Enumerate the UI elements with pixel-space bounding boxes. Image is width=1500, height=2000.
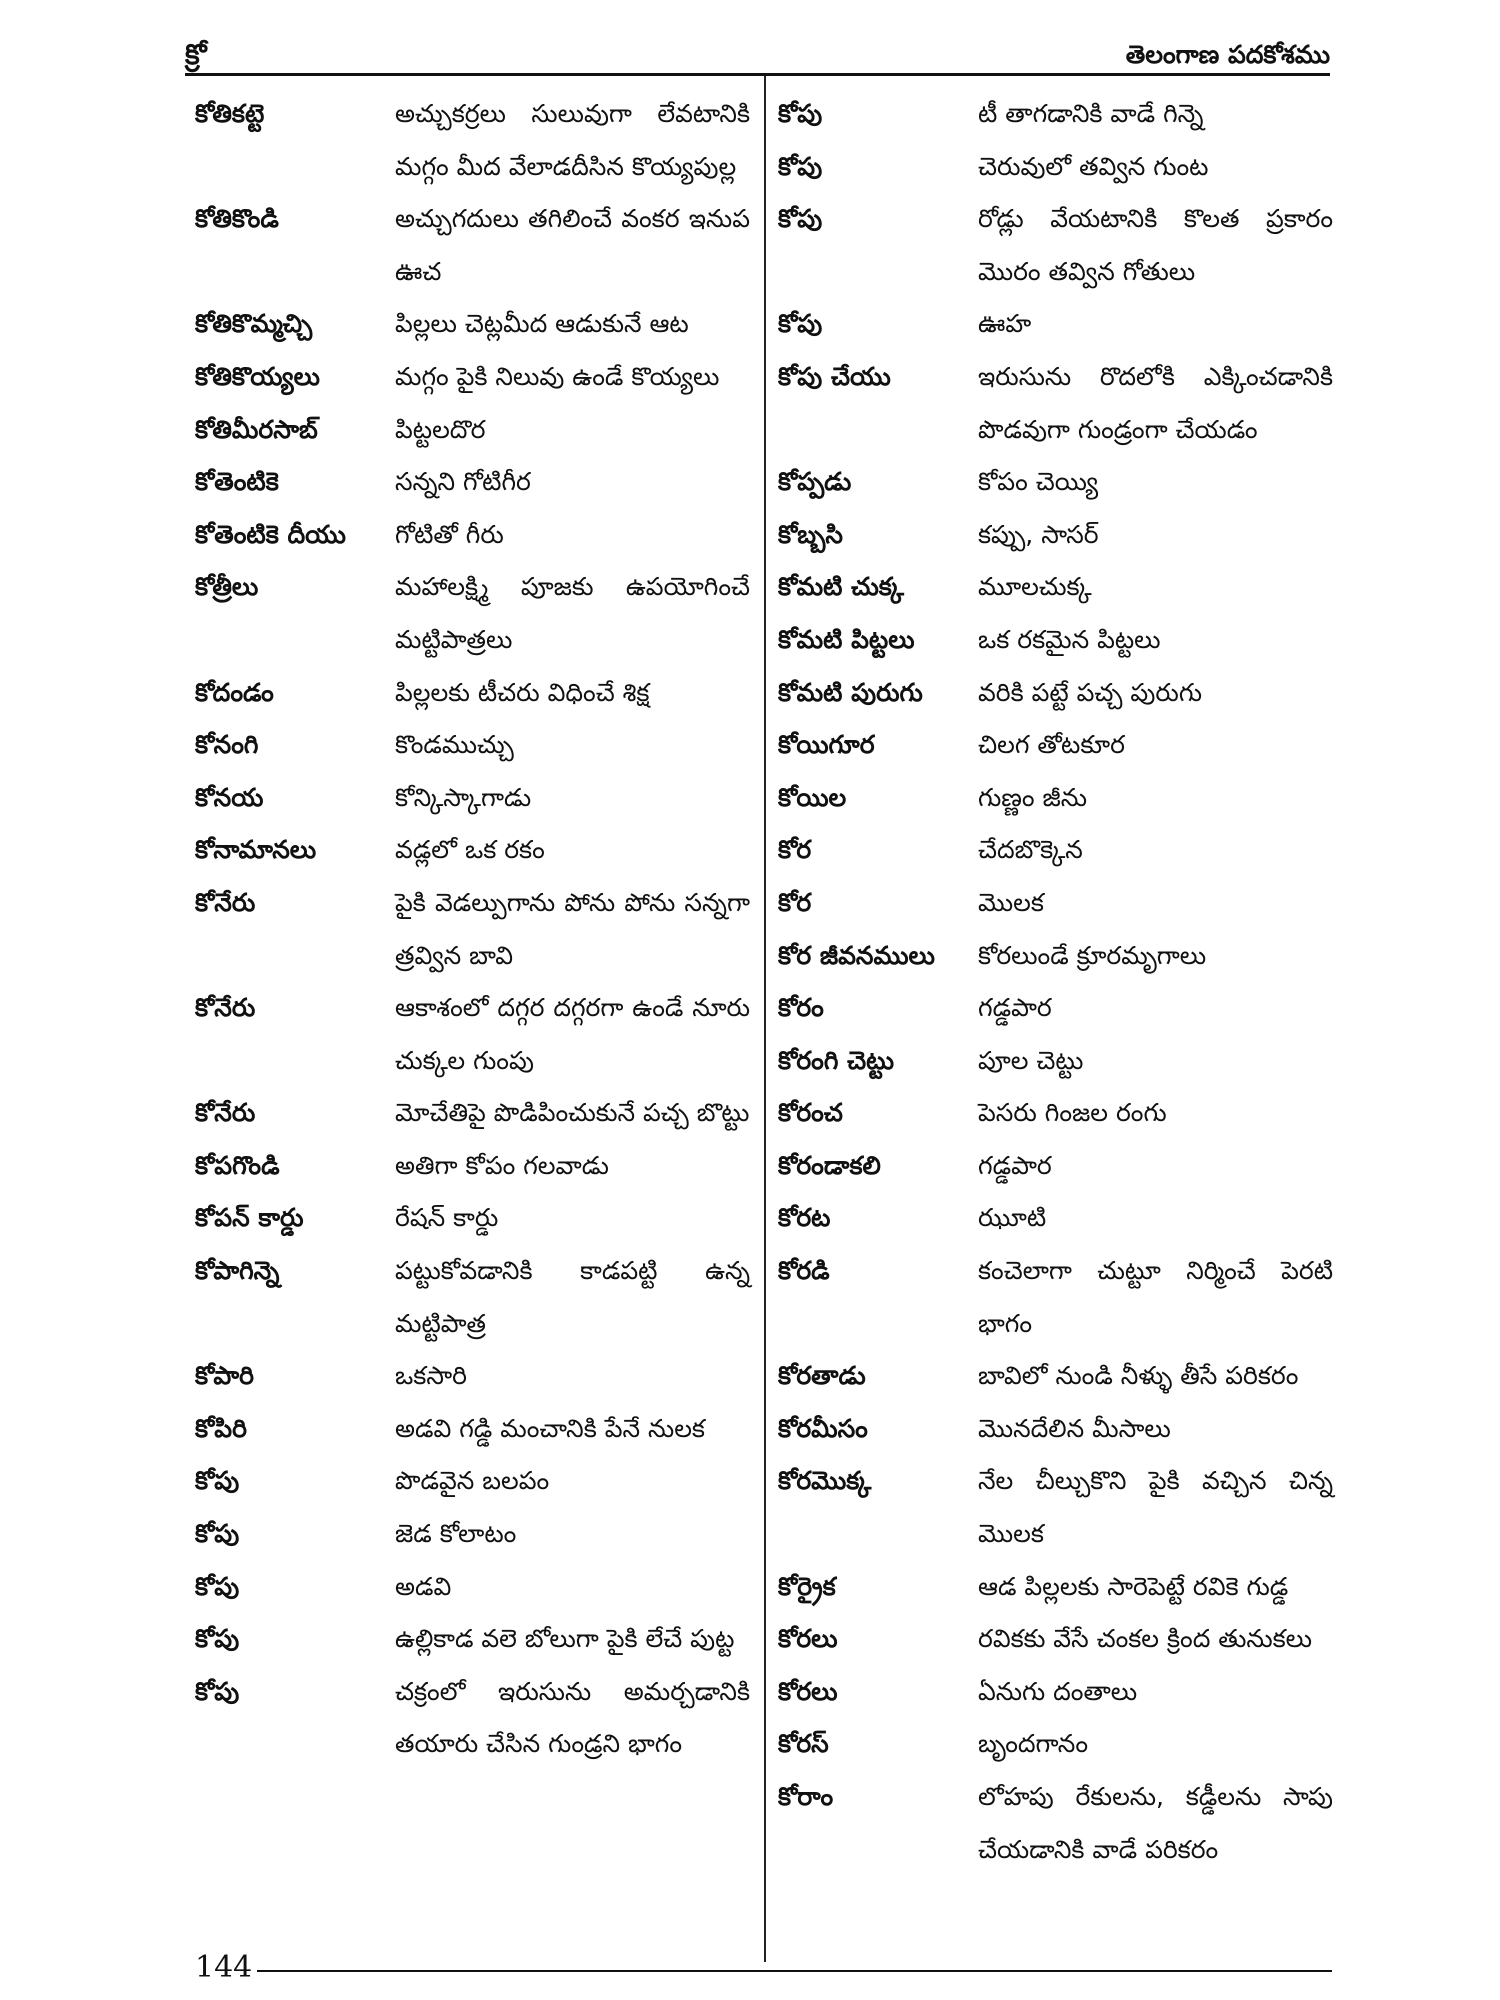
entry-term: కోయిల (778, 782, 847, 812)
entry-term: కోరమీసం (778, 1413, 868, 1443)
entry-term: కోరంచ (778, 1098, 843, 1128)
entry-definition: ఏనుగు దంతాలు (978, 1676, 1138, 1706)
entry-term: కోమటి చుక్క (778, 572, 904, 602)
dictionary-entry (195, 351, 750, 404)
entry-term: కోరండాకలి (778, 1150, 881, 1180)
entry-definition: మొలక (978, 887, 1044, 917)
entry-definition: అచ్చుగదులు తగిలించే వంకర ఇనుప ఊచ (395, 204, 750, 286)
entry-term: కోపు (778, 309, 823, 339)
entry-term: కోర (778, 835, 812, 865)
page-number: 144 (195, 1950, 253, 1985)
entry-term: కోపు (195, 1624, 240, 1654)
entry-term: కోరతాడు (778, 1361, 866, 1391)
entry-definition: పిల్లలకు టీచరు విధించే శిక్ష (395, 677, 650, 707)
guide-letter: క్రో (185, 38, 207, 71)
entry-definition: కోరలుండే క్రూరమృగాలు (978, 940, 1207, 970)
entry-definition: బృందగానం (978, 1729, 1089, 1759)
entry-definition: ఉల్లికాడ వలె బోలుగా పైకి లేచే పుట్ట (395, 1624, 735, 1654)
book-title: తెలంగాణ పదకోశము (1125, 40, 1330, 69)
entry-term: కోపగొండి (195, 1150, 280, 1180)
dictionary-entry (778, 1403, 1333, 1456)
dictionary-entry (195, 193, 750, 298)
dictionary-entry (778, 456, 1333, 509)
dictionary-entry (778, 1192, 1333, 1245)
entry-definition: జెడ కోలాటం (395, 1519, 517, 1549)
entry-term: కోతెంటికె (195, 467, 279, 497)
entry-term: కోపు (195, 1519, 240, 1549)
entry-definition: పట్టుకోవడానికి కాడపట్టి ఉన్న మట్టిపాత్ర (395, 1256, 750, 1338)
dictionary-entry (195, 1508, 750, 1561)
entry-definition: అడవి గడ్డి మంచానికి పేనే నులక (395, 1413, 705, 1443)
header-rule (185, 73, 1330, 76)
entry-definition: రేషన్ కార్డు (395, 1203, 499, 1233)
dictionary-entry (195, 1192, 750, 1245)
entry-term: కోపు (778, 151, 823, 181)
column-divider (764, 76, 766, 1962)
dictionary-entry (195, 1087, 750, 1140)
entry-term: కోరాం (778, 1782, 834, 1811)
entry-definition: ఝూటి (978, 1203, 1047, 1233)
dictionary-entry (195, 1613, 750, 1666)
entry-definition: ఆడ పిల్లలకు సారెపెట్టే రవికె గుడ్డ (978, 1571, 1289, 1601)
entry-term: కోనేరు (195, 887, 256, 917)
entry-term: కోతికొయ్యలు (195, 361, 320, 391)
entry-term: కోపన్ కార్డు (195, 1203, 304, 1233)
dictionary-entry (195, 1350, 750, 1403)
entry-term: కోరడి (778, 1256, 830, 1286)
dictionary-entry (778, 1718, 1333, 1771)
entry-term: కోపు (195, 1676, 240, 1706)
dictionary-entry (778, 298, 1333, 351)
dictionary-entry (195, 404, 750, 457)
entry-term: కోరలు (778, 1624, 838, 1654)
entry-term: కోరలు (778, 1676, 838, 1706)
dictionary-entry (778, 509, 1333, 562)
dictionary-entry (195, 456, 750, 509)
entry-term: కోర్రైక (778, 1571, 836, 1601)
right-column (778, 88, 1333, 1876)
entry-definition: మోచేతిపై పొడిపించుకునే పచ్చ బొట్టు (395, 1098, 750, 1128)
entry-term: కోపు చేయు (778, 361, 891, 391)
entry-term: కోపు (195, 1466, 240, 1496)
entry-definition: కప్పు, సాసర్ (978, 519, 1099, 549)
entry-term: కోమటి పురుగు (778, 677, 923, 707)
dictionary-entry (778, 1087, 1333, 1140)
entry-definition: చక్రంలో ఇరుసును అమర్చడానికి తయారు చేసిన గుండ్రని భాగం (395, 1676, 750, 1759)
entry-definition: పొడవైన బలపం (395, 1466, 550, 1496)
dictionary-entry (195, 877, 750, 982)
entry-definition: ఊహ (978, 309, 1032, 339)
entry-term: కోతిమీరసాబ్ (195, 414, 318, 444)
entry-term: కోరస్ (778, 1729, 829, 1759)
entry-term: కోపాగిన్నె (195, 1256, 280, 1286)
dictionary-entry (778, 824, 1333, 877)
entry-definition: మగ్గం పైకి నిలువు ఉండే కొయ్యలు (395, 361, 720, 391)
dictionary-entry (778, 1666, 1333, 1719)
dictionary-entry (195, 982, 750, 1087)
entry-definition: నేల చీల్చుకొని పైకి వచ్చిన చిన్న మొలక (978, 1466, 1333, 1549)
dictionary-entry (195, 1561, 750, 1614)
dictionary-entry (195, 824, 750, 877)
dictionary-entry (778, 877, 1333, 930)
dictionary-entry (778, 772, 1333, 825)
dictionary-entry (778, 982, 1333, 1035)
left-column (195, 88, 750, 1771)
entry-term: కోతికట్టె (195, 99, 265, 128)
entry-definition: ఇరుసును రొదలోకి ఎక్కించడానికి పొడవుగా గుండ్రంగా చేయడం (978, 361, 1333, 444)
dictionary-entry (195, 561, 750, 666)
entry-term: కోత్రీలు (195, 572, 259, 602)
entry-term: కోదండం (195, 677, 274, 707)
entry-definition: గడ్డపార (978, 993, 1052, 1023)
entry-term: కోతికొమ్మచ్చి (195, 309, 313, 339)
entry-term: కోరట (778, 1203, 831, 1233)
entry-definition: మహాలక్ష్మి పూజకు ఉపయోగించే మట్టిపాత్రలు (395, 572, 750, 654)
entry-term: కోమటి పిట్టలు (778, 624, 915, 654)
entry-term: కోనంగి (195, 730, 259, 760)
entry-definition: చేదబొక్కెన (978, 835, 1083, 865)
dictionary-entry (195, 298, 750, 351)
entry-definition: చిలగ తోటకూర (978, 730, 1125, 760)
entry-definition: కంచెలాగా చుట్టూ నిర్మించే పెరటి భాగం (978, 1256, 1333, 1338)
entry-definition: గోటితో గీరు (395, 519, 504, 549)
entry-term: కోరంగి చెట్టు (778, 1045, 895, 1075)
entry-definition: పెసరు గింజల రంగు (978, 1098, 1167, 1128)
entry-term: కోనేరు (195, 1098, 256, 1128)
dictionary-entry (778, 1350, 1333, 1403)
dictionary-entry (195, 667, 750, 720)
entry-term: కోపు (778, 204, 823, 234)
entry-definition: టీ తాగడానికి వాడే గిన్నె (978, 99, 1204, 128)
entry-definition: మూలచుక్క (978, 572, 1092, 602)
dictionary-entry (778, 1140, 1333, 1193)
entry-definition: వరికి పట్టే పచ్చ పురుగు (978, 677, 1203, 707)
dictionary-entry (195, 719, 750, 772)
entry-definition: పిల్లలు చెట్లమీద ఆడుకునే ఆట (395, 309, 689, 339)
entry-definition: పిట్టలదొర (395, 414, 486, 444)
entry-term: కోపు (195, 1571, 240, 1601)
dictionary-entry (778, 1613, 1333, 1666)
dictionary-entry (778, 561, 1333, 614)
entry-definition: అచ్చుకర్రలు సులువుగా లేవటానికి మగ్గం మీద వేలాడదీసిన కొయ్యపుల్ల (395, 99, 750, 181)
entry-definition: బావిలో నుండి నీళ్ళు తీసే పరికరం (978, 1361, 1299, 1391)
entry-term: కోతెంటికె దీయు (195, 519, 346, 549)
dictionary-entry (778, 1035, 1333, 1088)
entry-definition: పూల చెట్టు (978, 1045, 1084, 1075)
dictionary-entry (778, 1561, 1333, 1614)
entry-definition: ఒకసారి (395, 1361, 467, 1391)
entry-definition: కొండముచ్చు (395, 730, 514, 760)
entry-definition: చెరువులో తవ్విన గుంట (978, 151, 1209, 181)
entry-term: కోప్పడు (778, 467, 852, 497)
entry-term: కోయిగూర (778, 730, 875, 760)
dictionary-entry (195, 1666, 750, 1771)
entry-definition: గడ్డపార (978, 1150, 1052, 1180)
entry-term: కోతికొండి (195, 204, 279, 234)
entry-definition: పైకి వెడల్పుగాను పోను పోను సన్నగా త్రవ్విన బావి (395, 887, 750, 970)
dictionary-entry (195, 1455, 750, 1508)
entry-term: కోనేరు (195, 993, 256, 1023)
dictionary-entry (778, 614, 1333, 667)
entry-definition: లోహపు రేకులను, కడ్డీలను సాపు చేయడానికి వాడే పరికరం (978, 1782, 1333, 1864)
entry-term: కోపు (778, 99, 823, 128)
entry-term: కోర (778, 887, 812, 917)
entry-definition: రోడ్లు వేయటానికి కొలత ప్రకారం మొరం తవ్విన గోతులు (978, 204, 1333, 286)
page-header (185, 38, 1330, 78)
entry-definition: రవికకు వేసే చంకల క్రింద తునుకలు (978, 1624, 1313, 1654)
entry-term: కోరం (778, 993, 824, 1023)
dictionary-entry (778, 1771, 1333, 1876)
entry-definition: ఒక రకమైన పిట్టలు (978, 624, 1161, 654)
dictionary-entry (778, 193, 1333, 298)
entry-term: కోనయ (195, 782, 264, 812)
dictionary-entry (778, 88, 1333, 141)
entry-definition: సన్నని గోటిగీర (395, 467, 531, 497)
dictionary-entry (195, 772, 750, 825)
dictionary-entry (778, 719, 1333, 772)
dictionary-entry (195, 1403, 750, 1456)
entry-term: కోబ్బసి (778, 519, 843, 549)
page-footer (195, 1950, 1335, 1990)
entry-term: కోపిరి (195, 1413, 247, 1443)
entry-definition: వడ్లలో ఒక రకం (395, 835, 545, 865)
dictionary-entry (778, 351, 1333, 456)
entry-definition: కోపం చెయ్యి (978, 467, 1099, 497)
entry-definition: గుణ్ణం జీను (978, 782, 1087, 812)
dictionary-entry (195, 1245, 750, 1350)
footer-rule (257, 1970, 1332, 1972)
entry-term: కోర జీవనములు (778, 940, 935, 970)
entry-term: కోరమొక్క (778, 1466, 872, 1496)
entry-definition: కోన్కిస్కాగాడు (395, 782, 532, 812)
entry-term: కోనామానలు (195, 835, 317, 865)
entry-definition: అతిగా కోపం గలవాడు (395, 1150, 609, 1180)
entry-definition: మొనదేలిన మీసాలు (978, 1413, 1171, 1443)
dictionary-entry (195, 88, 750, 193)
dictionary-entry (778, 667, 1333, 720)
dictionary-entry (778, 1455, 1333, 1560)
entry-term: కోపారి (195, 1361, 254, 1391)
dictionary-entry (195, 1140, 750, 1193)
dictionary-entry (778, 141, 1333, 194)
dictionary-entry (778, 1245, 1333, 1350)
dictionary-entry (778, 930, 1333, 983)
dictionary-entry (195, 509, 750, 562)
entry-definition: ఆకాశంలో దగ్గర దగ్గరగా ఉండే నూరు చుక్కల గుంపు (395, 993, 750, 1075)
entry-definition: అడవి (395, 1571, 452, 1601)
